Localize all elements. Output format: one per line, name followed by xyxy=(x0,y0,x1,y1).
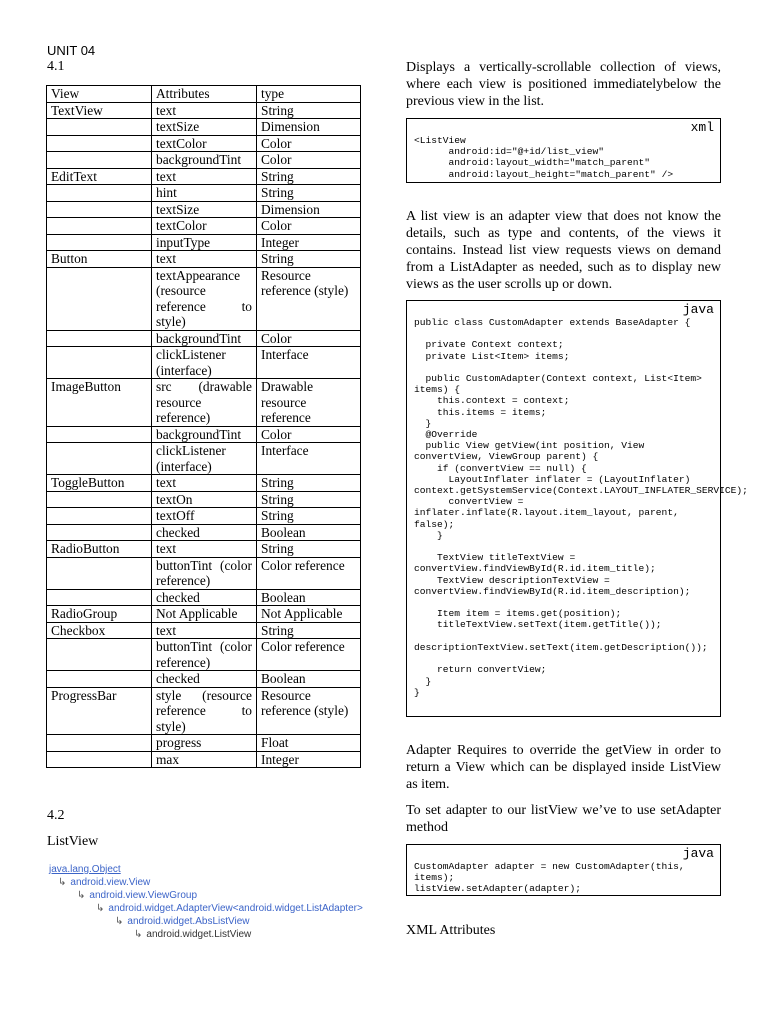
cell-type: Dimension xyxy=(257,201,361,218)
hierarchy-label: android.widget.AbsListView xyxy=(127,916,250,927)
table-row xyxy=(47,251,361,268)
hierarchy-item-view[interactable] xyxy=(58,877,150,888)
view-attributes-table xyxy=(46,85,361,768)
cell-type: String xyxy=(257,168,361,185)
xml-attributes-heading: XML Attributes xyxy=(406,923,496,938)
cell-attribute: backgroundTint xyxy=(152,330,257,347)
cell-view xyxy=(47,557,152,589)
cell-type: Color reference xyxy=(257,557,361,589)
table-row xyxy=(47,443,361,475)
table-row xyxy=(47,524,361,541)
cell-attribute: text xyxy=(152,168,257,185)
table-row xyxy=(47,201,361,218)
cell-type: Color xyxy=(257,330,361,347)
cell-attribute: clickListener (interface) xyxy=(152,443,257,475)
adapter-view-paragraph: A list view is an adapter view that does not know the details, such as type and contents, of the views it contains. Instead list view requests views on demand from a ListAdapter as needed, such as to display new views as the user scrolls up or down. xyxy=(406,209,721,292)
cell-attribute: clickListener (interface) xyxy=(152,347,257,379)
cell-attribute: backgroundTint xyxy=(152,426,257,443)
branch-arrow-icon: ↳ xyxy=(115,916,124,927)
branch-arrow-icon: ↳ xyxy=(134,929,143,940)
cell-type: Interface xyxy=(257,347,361,379)
header-view: View xyxy=(47,86,152,103)
table-row xyxy=(47,475,361,492)
cell-view xyxy=(47,135,152,152)
xml-code-block xyxy=(406,118,721,183)
cell-attribute: buttonTint (color reference) xyxy=(152,639,257,671)
cell-attribute: textAppearance (resource reference to style) xyxy=(152,267,257,330)
cell-attribute: hint xyxy=(152,185,257,202)
cell-type: String xyxy=(257,508,361,525)
cell-view xyxy=(47,267,152,330)
code-text: CustomAdapter adapter = new CustomAdapter(this, items); listView.setAdapter(adapter); xyxy=(414,861,685,895)
cell-view xyxy=(47,639,152,671)
cell-attribute: textOn xyxy=(152,491,257,508)
cell-attribute: text xyxy=(152,475,257,492)
cell-view xyxy=(47,491,152,508)
cell-view xyxy=(47,330,152,347)
cell-type: String xyxy=(257,622,361,639)
table-row xyxy=(47,426,361,443)
branch-arrow-icon: ↳ xyxy=(58,877,67,888)
cell-type: String xyxy=(257,102,361,119)
table-row xyxy=(47,102,361,119)
cell-view xyxy=(47,443,152,475)
cell-view xyxy=(47,671,152,688)
java-setadapter-code-block xyxy=(406,844,721,896)
table-row xyxy=(47,491,361,508)
cell-type: String xyxy=(257,491,361,508)
cell-type: Color xyxy=(257,218,361,235)
cell-type: Interface xyxy=(257,443,361,475)
cell-type: String xyxy=(257,541,361,558)
cell-type: Drawable resource reference xyxy=(257,379,361,427)
listview-description-paragraph: Displays a vertically-scrollable collection of views, where each view is positioned immediatelybelow the previous view in the list. xyxy=(406,60,721,109)
cell-view xyxy=(47,735,152,752)
cell-view xyxy=(47,508,152,525)
cell-type: String xyxy=(257,475,361,492)
cell-view: RadioButton xyxy=(47,541,152,558)
hierarchy-item-abslistview[interactable] xyxy=(115,916,250,927)
table-row xyxy=(47,557,361,589)
cell-attribute: textSize xyxy=(152,119,257,136)
hierarchy-item-object[interactable] xyxy=(49,864,121,875)
cell-view: Button xyxy=(47,251,152,268)
cell-type: Resource reference (style) xyxy=(257,267,361,330)
table-body xyxy=(47,86,361,768)
cell-attribute: style (resource reference to style) xyxy=(152,687,257,735)
hierarchy-label: android.widget.AdapterView<android.widget.ListAdapter> xyxy=(108,903,363,914)
code-text: <ListView android:id="@+id/list_view" android:layout_width="match_parent" android:layout_height="match_parent" /> xyxy=(414,135,674,180)
cell-view: ToggleButton xyxy=(47,475,152,492)
cell-attribute: text xyxy=(152,251,257,268)
table-row xyxy=(47,671,361,688)
hierarchy-label: android.view.ViewGroup xyxy=(89,890,198,901)
table-row xyxy=(47,119,361,136)
cell-type: String xyxy=(257,251,361,268)
cell-attribute: checked xyxy=(152,589,257,606)
cell-attribute: text xyxy=(152,541,257,558)
cell-view xyxy=(47,218,152,235)
section-4-1-heading: 4.1 xyxy=(47,59,65,74)
cell-type: Resource reference (style) xyxy=(257,687,361,735)
code-language-label: java xyxy=(682,302,714,317)
branch-arrow-icon: ↳ xyxy=(96,903,105,914)
table-row xyxy=(47,379,361,427)
table-row xyxy=(47,185,361,202)
cell-view xyxy=(47,589,152,606)
cell-attribute: backgroundTint xyxy=(152,152,257,169)
code-language-label: xml xyxy=(690,120,714,135)
table-row xyxy=(47,751,361,768)
cell-view xyxy=(47,152,152,169)
cell-view xyxy=(47,524,152,541)
table-row xyxy=(47,168,361,185)
code-language-label: java xyxy=(682,846,714,861)
cell-type: Boolean xyxy=(257,524,361,541)
hierarchy-label: java.lang.Object xyxy=(49,864,121,875)
table-row xyxy=(47,135,361,152)
cell-type: Color xyxy=(257,135,361,152)
table-row xyxy=(47,508,361,525)
setadapter-paragraph: To set adapter to our listView we’ve to use setAdapter method xyxy=(406,803,721,835)
cell-attribute: textSize xyxy=(152,201,257,218)
cell-attribute: src (drawable resource reference) xyxy=(152,379,257,427)
java-adapter-code-block xyxy=(406,300,748,717)
table-row xyxy=(47,218,361,235)
cell-type: Not Applicable xyxy=(257,606,361,623)
cell-type: Color reference xyxy=(257,639,361,671)
hierarchy-item-listview xyxy=(134,929,251,940)
table-row xyxy=(47,606,361,623)
hierarchy-item-adapterview[interactable] xyxy=(96,903,363,914)
cell-attribute: inputType xyxy=(152,234,257,251)
cell-type: Boolean xyxy=(257,671,361,688)
table-header-row xyxy=(47,86,361,103)
cell-type: Integer xyxy=(257,751,361,768)
cell-attribute: checked xyxy=(152,524,257,541)
table-row xyxy=(47,267,361,330)
cell-attribute: text xyxy=(152,622,257,639)
code-text: public class CustomAdapter extends BaseAdapter { private Context context; private List<Item> items; public CustomAdapter(Context context, List<Item> items) { this.context = context; this.items = items; } @Override public View getView(int position, View convertView, ViewGroup parent) { if (convertView == null) { LayoutInflater inflater = (LayoutInflater) context.getSystemService(Context.LAYOUT_INFLATER_SERVICE); convertView = inflater.inflate(R.layout.item_layout, parent, false); } TextView titleTextView = convertView.findViewById(R.id.item_title); TextView descriptionTextView = convertView.findViewById(R.id.item_description); Item item = items.get(position); titleTextView.setText(item.getTitle()); descriptionTextView.setText(item.getDescription()); return convertView; } } xyxy=(414,317,748,698)
cell-type: Boolean xyxy=(257,589,361,606)
listview-heading: ListView xyxy=(47,834,99,849)
unit-label: UNIT 04 xyxy=(47,43,96,58)
hierarchy-label: android.view.View xyxy=(70,877,151,888)
table-row xyxy=(47,735,361,752)
cell-type: Dimension xyxy=(257,119,361,136)
table-row xyxy=(47,234,361,251)
cell-attribute: progress xyxy=(152,735,257,752)
cell-type: String xyxy=(257,185,361,202)
cell-view: RadioGroup xyxy=(47,606,152,623)
header-attributes: Attributes xyxy=(152,86,257,103)
table-row xyxy=(47,622,361,639)
cell-type: Float xyxy=(257,735,361,752)
cell-view: EditText xyxy=(47,168,152,185)
table-row xyxy=(47,639,361,671)
cell-attribute: textColor xyxy=(152,218,257,235)
section-4-2-heading: 4.2 xyxy=(47,808,65,823)
hierarchy-label: android.widget.ListView xyxy=(146,929,252,940)
table-row xyxy=(47,589,361,606)
cell-view xyxy=(47,201,152,218)
cell-type: Integer xyxy=(257,234,361,251)
cell-view: Checkbox xyxy=(47,622,152,639)
table-row xyxy=(47,541,361,558)
cell-view xyxy=(47,234,152,251)
hierarchy-item-viewgroup[interactable] xyxy=(77,890,197,901)
cell-type: Color xyxy=(257,152,361,169)
cell-attribute: checked xyxy=(152,671,257,688)
table-row xyxy=(47,330,361,347)
cell-attribute: buttonTint (color reference) xyxy=(152,557,257,589)
cell-attribute: Not Applicable xyxy=(152,606,257,623)
cell-view xyxy=(47,119,152,136)
cell-view: ImageButton xyxy=(47,379,152,427)
cell-view: TextView xyxy=(47,102,152,119)
cell-view xyxy=(47,185,152,202)
cell-attribute: textColor xyxy=(152,135,257,152)
cell-view xyxy=(47,347,152,379)
cell-view xyxy=(47,426,152,443)
cell-view: ProgressBar xyxy=(47,687,152,735)
table-row xyxy=(47,152,361,169)
table-row xyxy=(47,687,361,735)
cell-attribute: text xyxy=(152,102,257,119)
getview-paragraph: Adapter Requires to override the getView in order to return a View which can be displayed inside ListView as item. xyxy=(406,743,721,792)
cell-view xyxy=(47,751,152,768)
cell-attribute: max xyxy=(152,751,257,768)
cell-type: Color xyxy=(257,426,361,443)
branch-arrow-icon: ↳ xyxy=(77,890,86,901)
header-type: type xyxy=(257,86,361,103)
cell-attribute: textOff xyxy=(152,508,257,525)
table-row xyxy=(47,347,361,379)
